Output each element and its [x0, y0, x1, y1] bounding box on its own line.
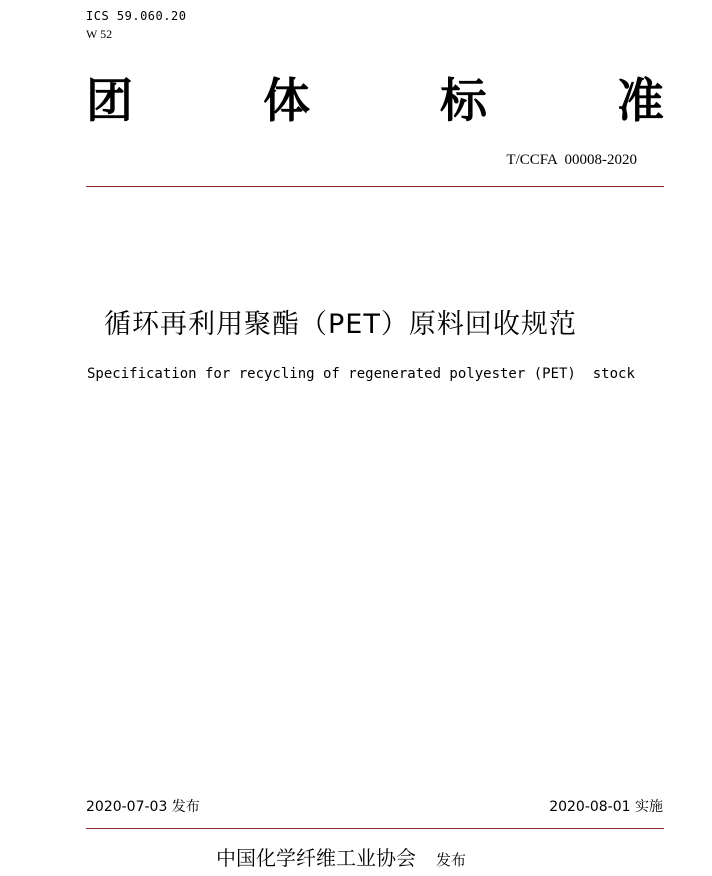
standard-type-char: 准 [617, 74, 664, 129]
standard-type-char: 体 [263, 74, 310, 129]
standard-type-heading [86, 72, 664, 132]
implementation-date: 2020-08-01 实施 [549, 799, 663, 815]
bottom-divider [86, 828, 664, 829]
english-title: Specification for recycling of regenerated polyester (PET) stock [87, 366, 635, 382]
issue-date: 2020-07-03 发布 [86, 799, 200, 815]
standard-type-char: 标 [440, 74, 487, 129]
standard-code: T/CCFA 00008-2020 [506, 152, 637, 168]
ics-code: ICS 59.060.20 [86, 9, 187, 23]
publisher-line [216, 842, 466, 871]
publisher-action: 发布 [436, 851, 467, 869]
top-divider [86, 186, 664, 187]
chinese-title: 循环再利用聚酯（PET）原料回收规范 [104, 309, 577, 340]
publisher-organization: 中国化学纤维工业协会 [216, 846, 416, 870]
classification-code: W 52 [86, 27, 113, 41]
standard-type-char: 团 [86, 74, 133, 129]
